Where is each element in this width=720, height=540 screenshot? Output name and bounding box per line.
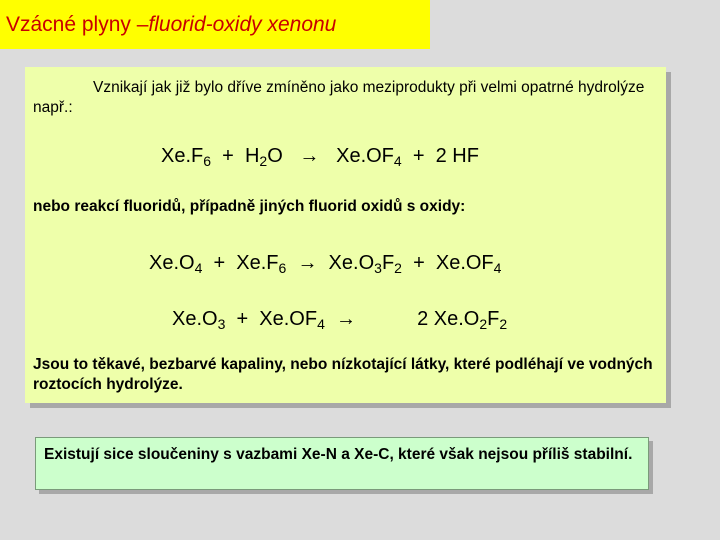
eq1-term-d: + 2 HF (401, 145, 479, 167)
title-part-plain: Vzácné plyny – (6, 12, 149, 36)
eq1-term-b: + H (211, 145, 260, 167)
eq3-sub-b: 4 (317, 316, 325, 332)
eq1-sub-b: 2 (259, 153, 268, 169)
eq1-term-a: Xe.F (161, 145, 204, 167)
reaction-intro-text: nebo reakcí fluoridů, případně jiných fluorid oxidů s oxidy: (33, 198, 466, 215)
eq2-sub-e: 4 (493, 260, 502, 276)
note-text: Existují sice sloučeniny s vazbami Xe-N a Xe-C, které však nejsou příliš stabilní. (44, 446, 633, 463)
intro-paragraph: Vznikají jak již bylo dříve zmíněno jako meziprodukty při velmi opatrné hydrolýze např.: (33, 79, 645, 116)
eq2-sub-b: 6 (278, 260, 287, 276)
eq3-term-a: Xe.O (172, 308, 218, 330)
eq1-sub-c: 4 (393, 153, 402, 169)
eq3-term-d: F (487, 308, 500, 330)
eq3-term-b: + Xe.OF (225, 308, 318, 330)
eq3-sub-a: 3 (217, 316, 226, 332)
title-part-italic: fluorid-oxidy xenonu (148, 12, 337, 36)
equation-oxide-reaction-2 (172, 308, 507, 331)
eq2-term-d: F (381, 252, 395, 274)
eq2-term-e: + Xe.OF (401, 252, 494, 274)
eq3-term-c: → 2 Xe.O (324, 308, 480, 330)
eq2-term-b: + Xe.F (202, 252, 279, 274)
eq3-sub-d: 2 (499, 316, 508, 332)
eq2-term-c: → Xe.O (286, 252, 375, 274)
note-box (35, 437, 649, 490)
eq2-sub-c: 3 (374, 260, 382, 276)
eq3-sub-c: 2 (479, 316, 488, 332)
equation-oxide-reaction-1 (149, 252, 501, 275)
equation-hydrolysis (161, 145, 479, 168)
eq1-term-c: O → Xe.OF (267, 145, 394, 167)
eq2-sub-d: 2 (394, 260, 402, 276)
eq1-sub-a: 6 (203, 153, 212, 169)
properties-paragraph: Jsou to těkavé, bezbarvé kapaliny, nebo nízkotající látky, které podléhají ve vodných roztocích hydrolýze. (33, 356, 653, 393)
eq2-term-a: Xe.O (149, 252, 195, 274)
eq2-sub-a: 4 (194, 260, 203, 276)
main-text-panel (25, 67, 666, 403)
slide-title (0, 0, 430, 49)
